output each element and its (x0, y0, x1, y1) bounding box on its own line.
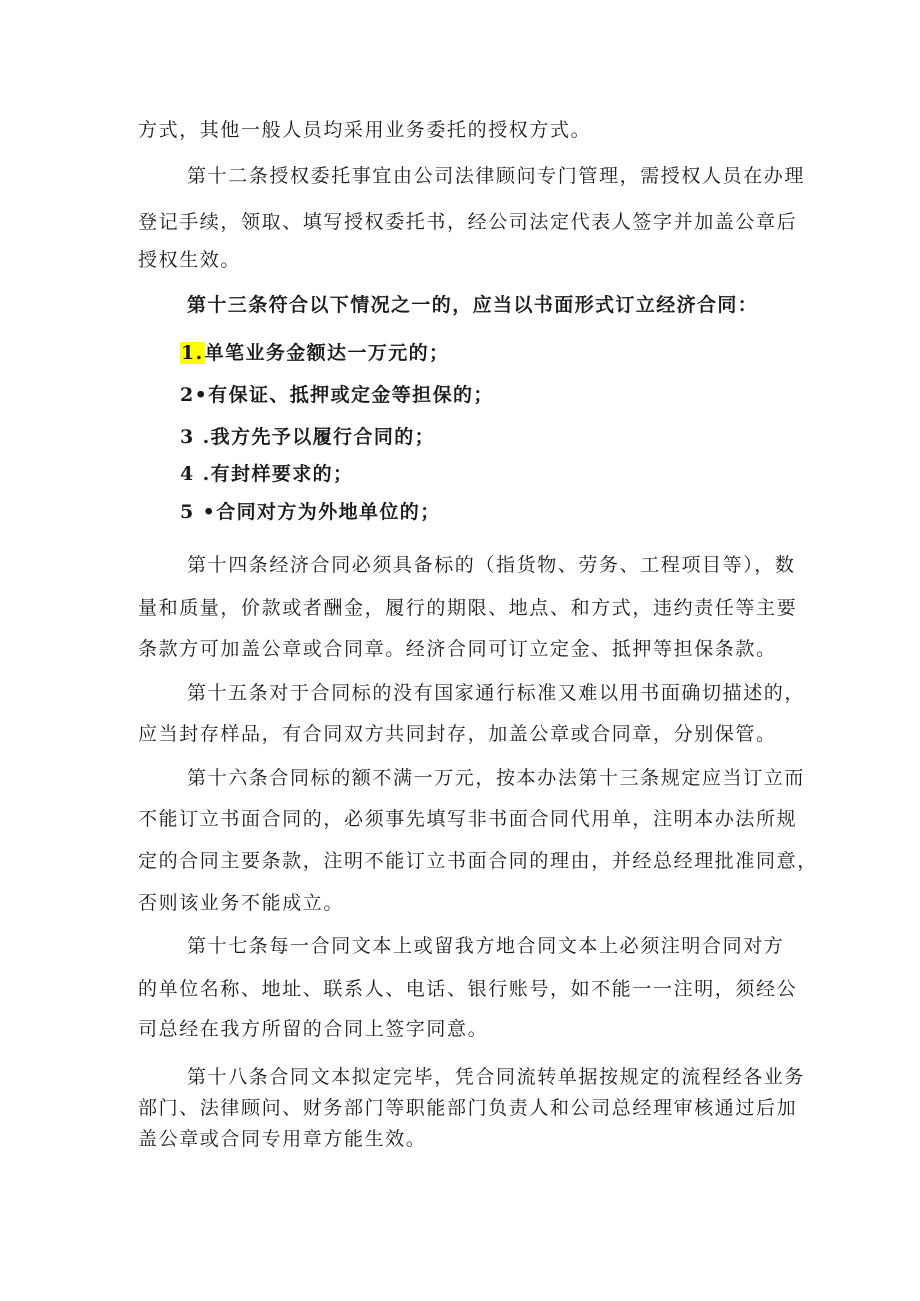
list-item-1 (180, 341, 449, 365)
list-item-3-text: 我方先予以履行合同的； (210, 426, 436, 448)
paragraph-13-heading: 第十三条符合以下情况之一的，应当以书面形式订立经济合同： (187, 294, 759, 316)
paragraph-18-line-2: 部门、法律顾问、财务部门等职能部门负责人和公司总经理审核通过后加 (138, 1097, 798, 1119)
list-item-3-number: 3 . (180, 426, 211, 448)
paragraph-18-line-3: 盖公章或合同专用章方能生效。 (138, 1128, 427, 1150)
paragraph-16-line-1: 第十六条合同标的额不满一万元，按本办法第十三条规定应当订立而 (187, 767, 806, 789)
paragraph-18-line-1: 第十八条合同文本拟定完毕，凭合同流转单据按规定的流程经各业务 (187, 1066, 806, 1088)
paragraph-12-line-2: 登记手续，领取、填写授权委托书，经公司法定代表人签字并加盖公章后 (138, 211, 798, 233)
paragraph-15-line-2: 应当封存样品，有合同双方共同封存，加盖公章或合同章，分别保管。 (138, 723, 777, 745)
paragraph-16-line-4: 否则该业务不能成立。 (138, 892, 345, 914)
paragraph-17-line-3: 司总经在我方所留的合同上签字同意。 (138, 1018, 489, 1040)
list-item-5-number: 5 • (180, 501, 217, 523)
paragraph-12-line-3: 授权生效。 (138, 249, 242, 271)
list-item-1-number: 1. (181, 342, 204, 364)
list-item-2 (180, 383, 494, 407)
paragraph-12-line-1: 第十二条授权委托事宜由公司法律顾问专门管理，需授权人员在办理 (187, 165, 806, 187)
list-item-3 (180, 425, 435, 449)
paragraph-11-tail-line-1: 方式，其他一般人员均采用业务委托的授权方式。 (138, 119, 592, 141)
paragraph-16-line-2: 不能订立书面合同的，必须事先填写非书面合同代用单，注明本办法所规 (138, 808, 798, 830)
list-item-4-number: 4 . (180, 463, 211, 485)
paragraph-14-line-1: 第十四条经济合同必须具备标的（指货物、劳务、工程项目等），数 (187, 554, 796, 576)
list-item-2-number: 2• (180, 384, 209, 406)
list-item-4 (180, 462, 353, 486)
list-item-1-text: 单笔业务金额达一万元的； (204, 342, 450, 364)
paragraph-14-line-3: 条款方可加盖公章或合同章。经济合同可订立定金、抵押等担保条款。 (138, 638, 777, 660)
paragraph-14-line-2: 量和质量，价款或者酬金，履行的期限、地点、和方式，违约责任等主要 (138, 597, 798, 619)
list-item-5 (180, 500, 441, 524)
paragraph-17-line-1: 第十七条每一合同文本上或留我方地合同文本上必须注明合同对方 (187, 935, 785, 957)
list-item-5-text: 合同对方为外地单位的； (216, 501, 441, 523)
list-item-4-text: 有封样要求的； (210, 463, 354, 485)
list-item-2-text: 有保证、抵押或定金等担保的； (208, 384, 494, 406)
paragraph-17-line-2: 的单位名称、地址、联系人、电话、银行账号，如不能一一注明，须经公 (138, 978, 798, 1000)
paragraph-15-line-1: 第十五条对于合同标的没有国家通行标准又难以用书面确切描述的， (187, 682, 806, 704)
paragraph-16-line-3: 定的合同主要条款，注明不能订立书面合同的理由，并经总经理批准同意， (138, 850, 818, 872)
